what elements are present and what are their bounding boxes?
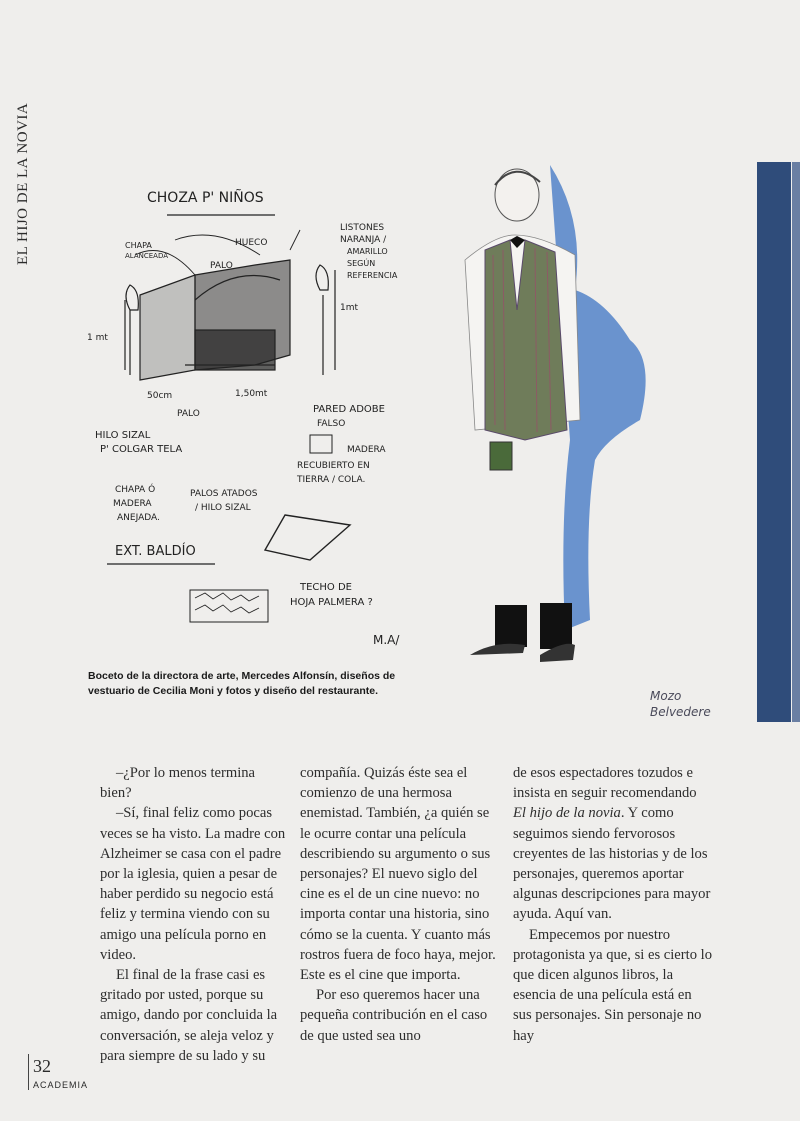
svg-text:CHAPA: CHAPA (125, 241, 152, 250)
svg-text:LISTONES: LISTONES (340, 223, 385, 233)
page-edge-image-strip-light (792, 162, 800, 722)
text-column-2 (300, 763, 496, 1046)
svg-text:PARED ADOBE: PARED ADOBE (313, 404, 385, 415)
footer-rule (28, 1054, 29, 1090)
svg-text:1,50mt: 1,50mt (235, 389, 268, 399)
paragraph (513, 763, 713, 925)
sketch-title (147, 189, 275, 215)
paragraph: El final de la frase casi es gritado por usted, porque su amigo, dando por concluida la conversación, se aleja veloz y para siempre de su lado y su (100, 967, 278, 1064)
page-edge-image-strip (757, 162, 791, 722)
paragraph: –Sí, final feliz como pocas veces se ha visto. La madre con Alzheimer se casa con el padre por la iglesia, quien a pesar de haber perdido su negocio está feliz y termina viendo con su amigo una película porno en video. (100, 805, 286, 963)
paragraph-text: de esos espectadores tozudos e insista en seguir recomendando (513, 765, 697, 802)
paragraph: Por eso queremos hacer una pequeña contribución en el caso de que usted sea uno (300, 987, 488, 1044)
svg-text:1mt: 1mt (340, 303, 359, 313)
svg-text:REFERENCIA: REFERENCIA (347, 271, 398, 280)
paragraph-text: . Y como seguimos siendo fervorosos creyentes de las historias y de los personajes, queremos aportar algunas descripciones para mayor ayuda. Aquí van. (513, 805, 711, 923)
svg-text:RECUBIERTO EN: RECUBIERTO EN (297, 461, 370, 471)
page-number: 32 (33, 1056, 51, 1076)
svg-text:SEGÚN: SEGÚN (347, 259, 376, 268)
svg-text:ALANCEADA: ALANCEADA (125, 252, 169, 260)
svg-text:FALSO: FALSO (317, 419, 346, 429)
svg-text:HUECO: HUECO (235, 238, 268, 248)
paragraph: compañía. Quizás éste sea el comienzo de una hermosa enemistad. También, ¿a quién se le ocurre contar una película describiendo su argumento o sus personajes? El nuevo siglo del cine es el de un cine nuevo: no importa contar una historia, sino cómo se la cuenta. Y cuanto más rostros fuera de foco haya, mejor. Este es el cine que importa. (300, 765, 496, 984)
svg-text:P' COLGAR TELA: P' COLGAR TELA (100, 444, 183, 455)
svg-text:50cm: 50cm (147, 391, 173, 401)
footer-section: ACADEMIA (33, 1080, 89, 1090)
svg-text:NARANJA /: NARANJA / (340, 235, 387, 245)
svg-text:/ HILO SIZAL: / HILO SIZAL (195, 503, 251, 513)
ext-baldio-heading (107, 543, 215, 564)
svg-text:HILO SIZAL: HILO SIZAL (95, 430, 151, 441)
svg-text:PALO: PALO (210, 261, 233, 271)
paragraph: Empecemos por nuestro protagonista ya que, si es cierto lo que dicen algunos libros, la esencia de una película está en sus personajes. Sin personaje no hay (513, 926, 712, 1044)
paragraph: –¿Por lo menos termina bien? (100, 765, 256, 802)
waiter-costume-illustration (455, 160, 665, 670)
svg-text:1 mt: 1 mt (87, 333, 108, 343)
svg-text:PALO: PALO (177, 409, 200, 419)
svg-text:ANEJADA.: ANEJADA. (117, 513, 160, 523)
svg-text:MADERA: MADERA (347, 445, 386, 455)
svg-text:M.A/: M.A/ (373, 633, 400, 647)
svg-text:CHAPA Ó: CHAPA Ó (115, 485, 156, 495)
text-column-1 (100, 763, 288, 1066)
svg-text:EXT. BALDÍO: EXT. BALDÍO (115, 544, 196, 559)
text-column-3 (513, 763, 713, 1046)
svg-text:TECHO DE: TECHO DE (300, 582, 352, 593)
svg-text:PALOS ATADOS: PALOS ATADOS (190, 489, 258, 499)
section-title: EL HIJO DE LA NOVIA (15, 102, 31, 265)
costume-note (650, 688, 711, 720)
film-title: El hijo de la novia (513, 805, 621, 822)
svg-text:MADERA: MADERA (113, 499, 152, 509)
costume-note-line2: Belvedere (650, 705, 711, 719)
svg-text:HOJA PALMERA ?: HOJA PALMERA ? (290, 597, 373, 608)
image-caption: Boceto de la directora de arte, Mercedes Alfonsín, diseños de vestuario de Cecilia Moni y fotos y diseño del restaurante. (88, 670, 396, 697)
svg-text:AMARILLO: AMARILLO (347, 247, 388, 256)
svg-text:TIERRA / COLA.: TIERRA / COLA. (297, 475, 366, 485)
svg-text:CHOZA P' NIÑOS: CHOZA P' NIÑOS (147, 190, 264, 206)
set-design-sketch (85, 170, 445, 670)
costume-note-line1: Mozo (650, 689, 682, 703)
